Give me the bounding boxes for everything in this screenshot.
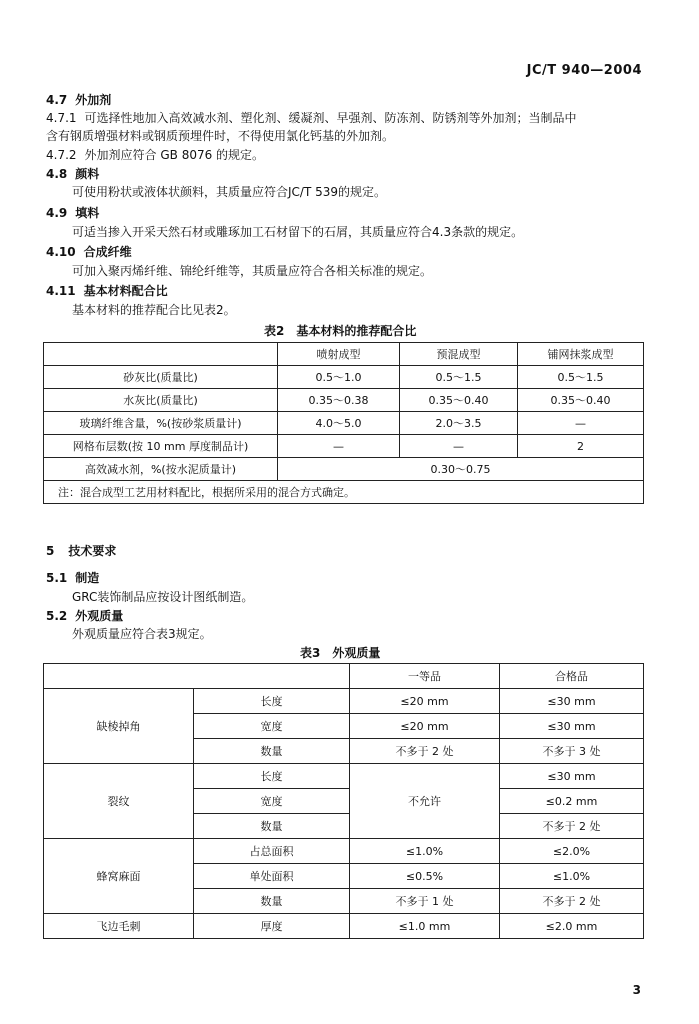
table-cell: ≤20 mm (350, 714, 500, 739)
table-row (44, 914, 644, 939)
table-row (44, 664, 644, 689)
section-4-11-heading: 4.11 基本材料配合比 (46, 284, 168, 298)
section-4-11-text: 基本材料的推荐配合比见表2。 (72, 303, 236, 317)
table-2-mix-ratios (43, 342, 644, 504)
section-4-7-1-line2: 含有钢质增强材料或钢质预埋件时，不得使用氯化钙基的外加剂。 (46, 129, 395, 143)
table-row (44, 689, 644, 714)
table-row (44, 764, 644, 789)
table-cell: — (400, 435, 518, 458)
section-5-2-heading: 5.2 外观质量 (46, 609, 124, 623)
table-cell: 宽度 (194, 789, 350, 814)
table-note: 注：混合成型工艺用材料配比，根据所采用的混合方式确定。 (44, 481, 644, 504)
table-cell: ≤2.0% (500, 839, 644, 864)
section-5-heading: 5 技术要求 (46, 544, 117, 558)
table-group-label: 蜂窝麻面 (44, 839, 194, 914)
table-cell: 0.35～0.38 (278, 389, 400, 412)
table-cell: — (518, 412, 644, 435)
section-4-10-heading: 4.10 合成纤维 (46, 245, 132, 259)
table-cell: 0.30～0.75 (278, 458, 644, 481)
table-cell: 不多于 1 处 (350, 889, 500, 914)
table-group-label: 飞边毛刺 (44, 914, 194, 939)
table-cell: 厚度 (194, 914, 350, 939)
table-cell: 不允许 (350, 764, 500, 839)
table-row (44, 458, 644, 481)
table-cell: 高效减水剂，%(按水泥质量计) (44, 458, 278, 481)
table-cell: 不多于 3 处 (500, 739, 644, 764)
table-cell: 网格布层数(按 10 mm 厚度制品计) (44, 435, 278, 458)
table-header-cell (44, 343, 278, 366)
document-code-header: JC/T 940—2004 (526, 63, 642, 78)
table-group-label: 裂纹 (44, 764, 194, 839)
table-row (44, 839, 644, 864)
table-header-cell: 铺网抹浆成型 (518, 343, 644, 366)
table-cell: 数量 (194, 814, 350, 839)
table-3-caption: 表3 外观质量 (300, 646, 381, 660)
table-cell: 0.5～1.5 (400, 366, 518, 389)
table-cell: 不多于 2 处 (500, 889, 644, 914)
section-4-9-text: 可适当掺入开采天然石材或雕琢加工石材留下的石屑，其质量应符合4.3条款的规定。 (72, 225, 524, 239)
section-4-7-1-line1: 4.7.1 可选择性地加入高效减水剂、塑化剂、缓凝剂、早强剂、防冻剂、防锈剂等外加剂；当制品中 (46, 111, 577, 125)
table-2-caption: 表2 基本材料的推荐配合比 (264, 324, 417, 338)
table-cell: 宽度 (194, 714, 350, 739)
table-row (44, 343, 644, 366)
section-5-1-heading: 5.1 制造 (46, 571, 100, 585)
table-cell: 2.0～3.5 (400, 412, 518, 435)
table-header-cell: 喷射成型 (278, 343, 400, 366)
table-cell: 2 (518, 435, 644, 458)
table-cell: 玻璃纤维含量，%(按砂浆质量计) (44, 412, 278, 435)
table-cell: 4.0～5.0 (278, 412, 400, 435)
table-group-label: 缺棱掉角 (44, 689, 194, 764)
table-cell: ≤1.0 mm (350, 914, 500, 939)
table-cell: 不多于 2 处 (350, 739, 500, 764)
table-cell: 砂灰比(质量比) (44, 366, 278, 389)
table-cell: ≤30 mm (500, 714, 644, 739)
table-3-appearance-quality (43, 663, 644, 939)
table-header-cell (44, 664, 350, 689)
table-cell: 0.35～0.40 (400, 389, 518, 412)
section-4-8-text: 可使用粉状或液体状颜料，其质量应符合JC/T 539的规定。 (72, 185, 387, 199)
table-row (44, 435, 644, 458)
table-cell: 数量 (194, 739, 350, 764)
table-cell: ≤30 mm (500, 764, 644, 789)
table-cell: 占总面积 (194, 839, 350, 864)
table-header-cell: 预混成型 (400, 343, 518, 366)
table-note-row (44, 481, 644, 504)
table-cell: 不多于 2 处 (500, 814, 644, 839)
table-cell: ≤1.0% (350, 839, 500, 864)
table-cell: 数量 (194, 889, 350, 914)
section-4-7-heading: 4.7 外加剂 (46, 93, 112, 107)
table-cell: ≤30 mm (500, 689, 644, 714)
table-cell: ≤0.5% (350, 864, 500, 889)
table-cell: ≤2.0 mm (500, 914, 644, 939)
table-cell: 长度 (194, 689, 350, 714)
table-cell: 长度 (194, 764, 350, 789)
table-cell: ≤1.0% (500, 864, 644, 889)
table-header-cell: 一等品 (350, 664, 500, 689)
section-4-10-text: 可加入聚丙烯纤维、锦纶纤维等，其质量应符合各相关标准的规定。 (72, 264, 433, 278)
table-cell: — (278, 435, 400, 458)
table-row (44, 412, 644, 435)
table-header-cell: 合格品 (500, 664, 644, 689)
table-cell: 水灰比(质量比) (44, 389, 278, 412)
page-number: 3 (632, 983, 641, 997)
table-cell: ≤20 mm (350, 689, 500, 714)
table-cell: 0.35～0.40 (518, 389, 644, 412)
section-4-9-heading: 4.9 填料 (46, 206, 100, 220)
table-cell: 单处面积 (194, 864, 350, 889)
section-4-8-heading: 4.8 颜料 (46, 167, 100, 181)
table-cell: 0.5～1.0 (278, 366, 400, 389)
section-4-7-2: 4.7.2 外加剂应符合 GB 8076 的规定。 (46, 148, 265, 162)
section-5-1-text: GRC装饰制品应按设计图纸制造。 (72, 590, 254, 604)
table-row (44, 366, 644, 389)
table-cell: 0.5～1.5 (518, 366, 644, 389)
table-cell: ≤0.2 mm (500, 789, 644, 814)
table-row (44, 389, 644, 412)
section-5-2-text: 外观质量应符合表3规定。 (72, 627, 212, 641)
